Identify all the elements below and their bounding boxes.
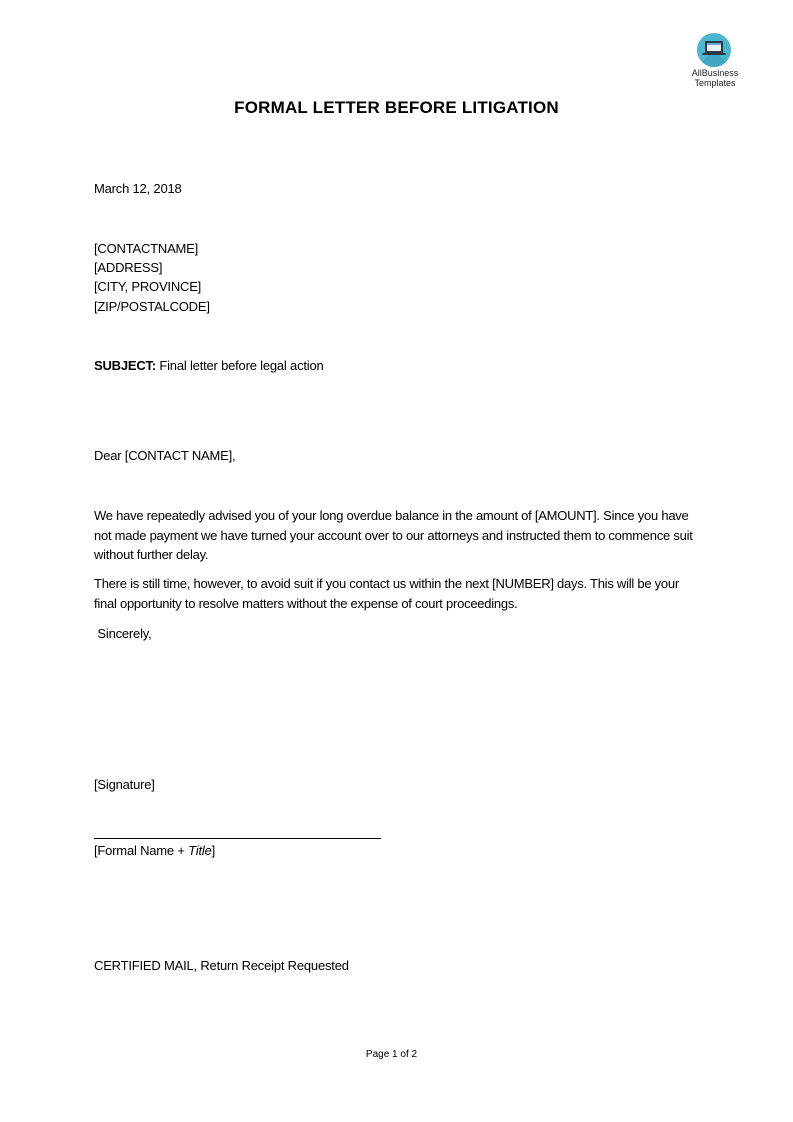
closing: Sincerely,: [94, 626, 152, 641]
document-title: FORMAL LETTER BEFORE LITIGATION: [234, 98, 559, 117]
signer-title: Title: [188, 843, 212, 858]
subject-text: Final letter before legal action: [155, 358, 324, 373]
recipient-name: [CONTACTNAME]: [94, 241, 199, 256]
logo-text: [680, 68, 750, 88]
letter-date: March 12, 2018: [94, 181, 182, 196]
laptop-screen-bar: [707, 43, 721, 45]
certified-mail-note: CERTIFIED MAIL, Return Receipt Requested: [94, 958, 349, 973]
signer-suffix: ]: [211, 843, 216, 858]
logo-line-2: Templates: [694, 78, 736, 88]
signer-prefix: [Formal Name +: [94, 843, 189, 858]
subject-line: [94, 356, 324, 375]
logo-circle: [697, 33, 731, 67]
body-paragraph-1: We have repeatedly advised you of your long overdue balance in the amount of [AMOUNT]. Since you have not made payment we have turned your account over to our attorneys and instructed them to commence suit without further delay.: [94, 508, 693, 562]
logo-line-1: AllBusiness: [691, 68, 739, 78]
laptop-icon: [705, 41, 723, 53]
signature-placeholder: [Signature]: [94, 777, 155, 792]
allbusiness-logo[interactable]: [680, 30, 750, 92]
recipient-zip: [ZIP/POSTALCODE]: [94, 299, 210, 314]
signature-line: [94, 838, 381, 839]
subject-label: SUBJECT:: [94, 358, 156, 373]
signer-name-title: [94, 841, 215, 860]
recipient-address: [ADDRESS]: [94, 260, 163, 275]
salutation: Dear [CONTACT NAME],: [94, 448, 236, 463]
laptop-base: [702, 53, 726, 55]
page-number: Page 1 of 2: [365, 1049, 418, 1060]
body-paragraph-2: There is still time, however, to avoid suit if you contact us within the next [NUMBER] days. This will be your final opportunity to resolve matters without the expense of court proceedings.: [94, 576, 679, 611]
recipient-city: [CITY, PROVINCE]: [94, 279, 202, 294]
